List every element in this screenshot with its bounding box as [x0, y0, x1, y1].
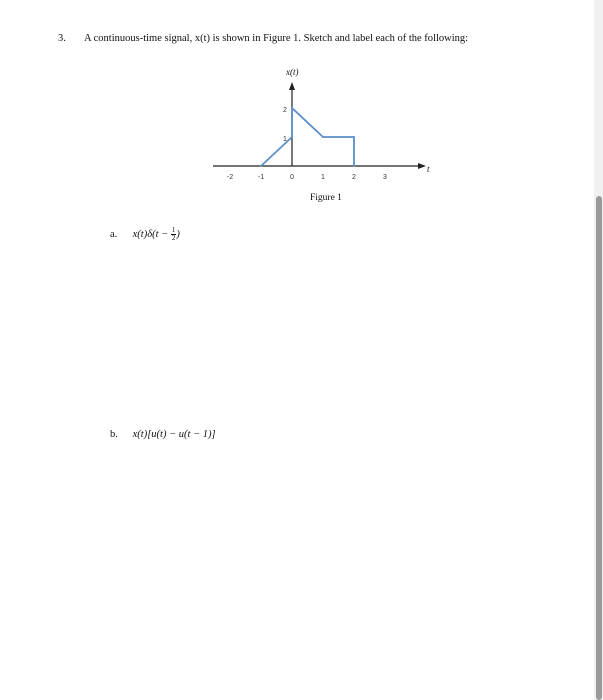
x-tick-label: 1: [321, 174, 325, 181]
fraction-one-half: $\frac{1}{2}$: [171, 226, 176, 242]
question-number: 3.: [58, 33, 66, 44]
signal-point: [260, 165, 262, 167]
y-value-label: 1: [283, 136, 287, 143]
signal-point: [353, 136, 355, 138]
signal-line: [261, 108, 354, 166]
question-text: A continuous-time signal, x(t) is shown in Figure 1. Sketch and label each of the following:: [84, 33, 469, 44]
signal-point: [322, 136, 324, 138]
signal-point: [291, 136, 293, 138]
x-axis-arrow: [418, 163, 426, 169]
axes: [213, 82, 426, 169]
scrollbar-track[interactable]: [594, 0, 603, 700]
scrollbar-thumb[interactable]: [596, 196, 602, 700]
figure-caption: Figure 1: [310, 193, 342, 203]
part-a-label: a.: [110, 229, 118, 240]
y-axis-arrow: [289, 82, 295, 90]
x-tick-label: -1: [257, 174, 265, 181]
x-tick-label: 2: [352, 174, 356, 181]
signal-point: [353, 165, 355, 167]
x-tick-label: 3: [383, 174, 387, 181]
y-value-label: 2: [283, 107, 287, 114]
y-axis-label: x(t): [286, 67, 299, 77]
part-b: [110, 429, 216, 440]
part-b-label: b.: [110, 429, 118, 440]
signal-point: [291, 107, 293, 109]
part-a-expression: x(t)δ(t − $\frac{1}{2}$ ): [132, 226, 180, 242]
part-b-expression: x(t)[u(t) − u(t − 1)]: [132, 429, 216, 440]
x-tick-label: -2: [226, 174, 234, 181]
x-tick-label: 0: [290, 174, 294, 181]
x-axis-label: t: [427, 164, 430, 174]
part-a: [110, 227, 180, 242]
